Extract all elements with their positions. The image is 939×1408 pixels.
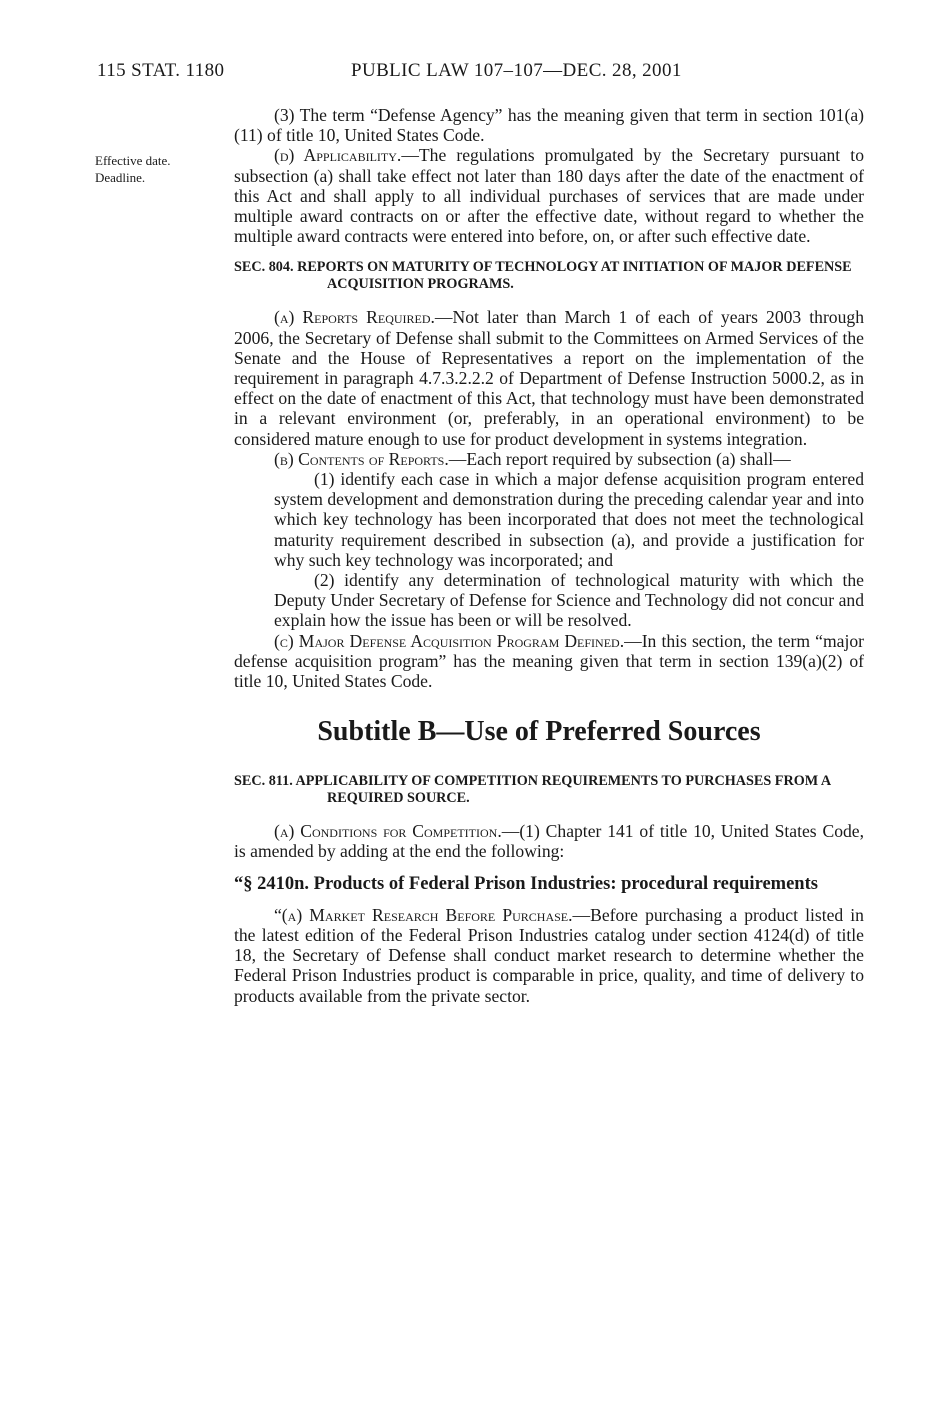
reports-required-text: —Not later than March 1 of each of years 2003 through 2006, the Secretary of Defense shall submit to the Committees on Armed Services of the Senate and the House of Representatives a report on the implementation of the requirement in paragraph 4.7.3.2.2.2 of Department of Defense Instruction 5000.2, as in effect on the date of enactment of this Act, that technology must have been demonstrated in a relevant environment (or, preferably, in an operational environment) to be considered mature enough to use for product development in systems integration.: [234, 307, 864, 449]
conditions-text: —(1) Chapter 141 of title 10, United States Code, is amended by adding at the end the following:: [234, 821, 864, 862]
paragraph-reports-required: [234, 307, 864, 448]
market-research-text: —Before purchasing a product listed in the latest edition of the Federal Prison Industries catalog under section 4124(d) of title 18, the Secretary of Defense shall conduct market research to determine whether the Federal Prison Industries product is comparable in price, quality, and time of delivery to products available from the private sector.: [234, 904, 864, 1006]
paragraph-b2: (2) identify any determination of technological maturity with which the Deputy Under Secretary of Defense for Science and Technology did not concur and explain how the issue has been or will be resolved.: [274, 570, 864, 631]
law-citation: PUBLIC LAW 107–107—DEC. 28, 2001: [351, 60, 682, 81]
body-text: [234, 105, 864, 1006]
mdap-defined-text: —In this section, the term “major defense acquisition program” has the meaning given that term in section 139(a)(2) of title 10, United States Code.: [234, 630, 864, 692]
margin-note: [95, 152, 171, 186]
paragraph-contents-of-reports: [234, 449, 864, 469]
section-2410n-heading: “§ 2410n. Products of Federal Prison Industries: procedural requirements: [234, 873, 818, 894]
subtitle-heading: Subtitle B—Use of Preferred Sources: [317, 716, 761, 748]
reports-required-heading: (a) Reports Required.: [274, 307, 435, 328]
paragraph-conditions-for-competition: [234, 821, 864, 861]
section-804-heading: SEC. 804. REPORTS ON MATURITY OF TECHNOLOGY AT INITIATION OF MAJOR DEFENSE ACQUISITION PROGRAMS.: [234, 259, 852, 293]
paragraph-b1: (1) identify each case in which a major defense acquisition program entered system development and demonstration during the preceding calendar year and into which key technology has been incorporated that does not meet the technological maturity requirement described in subsection (a), and provide a justification for why such key technology was incorporated; and: [274, 469, 864, 570]
margin-note-deadline: Deadline.: [95, 170, 146, 185]
paragraph-mdap-defined: [234, 631, 864, 692]
paragraph-market-research: [234, 905, 864, 1006]
contents-of-reports-text: —Each report required by subsection (a) shall—: [448, 448, 791, 469]
mdap-defined-heading: (c) Major Defense Acquisition Program Defined.: [274, 630, 625, 651]
applicability-text: —The regulations promulgated by the Secretary pursuant to subsection (a) shall take effect not later than 180 days after the date of the enactment of this Act and shall apply to all individual purchases of services that are made under multiple award contracts on or after the effective date, without regard to whether the multiple award contracts were entered into before, on, or after such effective date.: [234, 145, 864, 247]
applicability-heading: (d) Applicability.: [274, 145, 402, 166]
section-811-heading: SEC. 811. APPLICABILITY OF COMPETITION REQUIREMENTS TO PURCHASES FROM A REQUIRED SOURCE.: [234, 773, 831, 807]
paragraph-applicability: [234, 145, 864, 246]
market-research-heading: “(a) Market Research Before Purchase.: [274, 904, 573, 925]
contents-of-reports-heading: (b) Contents of Reports.: [274, 448, 449, 469]
paragraph-defense-agency: (3) The term “Defense Agency” has the meaning given that term in section 101(a)(11) of title 10, United States Code.: [234, 105, 864, 146]
conditions-heading: (a) Conditions for Competition.: [274, 821, 502, 842]
page-folio: 115 STAT. 1180: [97, 60, 225, 81]
margin-note-effective-date: Effective date.: [95, 153, 171, 168]
